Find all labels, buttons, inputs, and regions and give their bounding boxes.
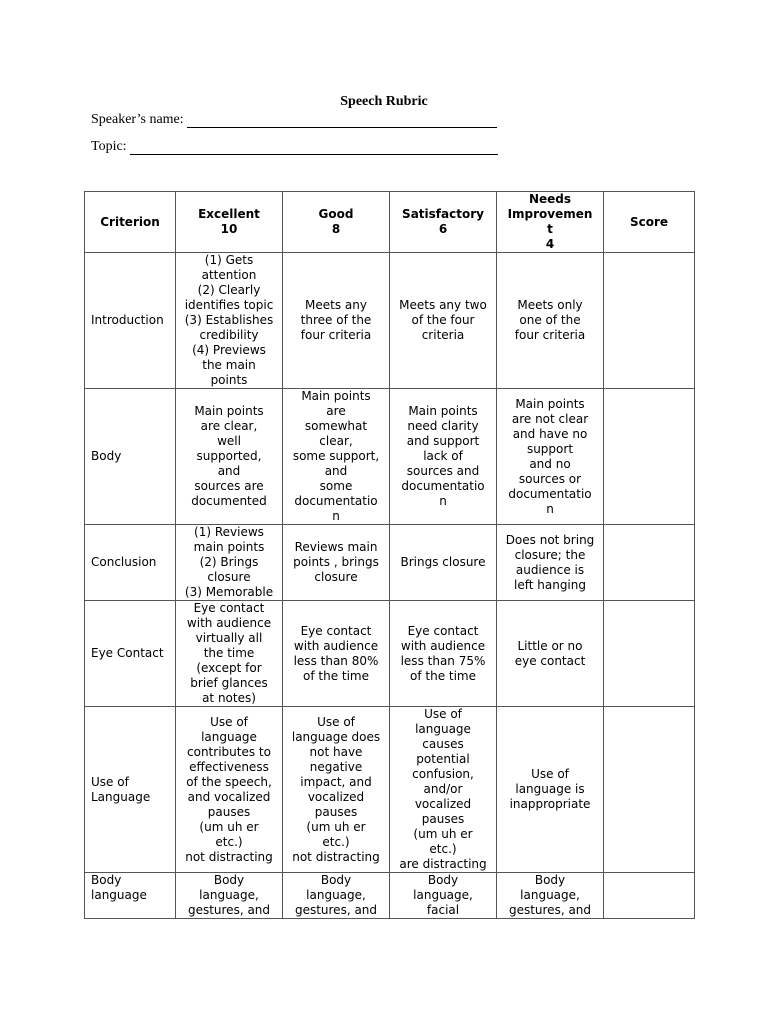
satisfactory-cell: Eye contact with audience less than 75% of the time bbox=[390, 601, 497, 707]
score-cell[interactable] bbox=[604, 525, 695, 601]
excellent-cell: Main points are clear, well supported, and sources are documented bbox=[176, 389, 283, 525]
needs-improvement-cell: Body language, gestures, and bbox=[497, 873, 604, 919]
speaker-name-label: Speaker’s name: bbox=[91, 112, 184, 127]
table-row bbox=[85, 525, 695, 601]
needs-improvement-cell: Meets only one of the four criteria bbox=[497, 253, 604, 389]
criterion-use-of-language: Use of Language bbox=[85, 707, 176, 873]
satisfactory-cell: Meets any two of the four criteria bbox=[390, 253, 497, 389]
topic-label: Topic: bbox=[91, 139, 127, 154]
needs-improvement-cell: Little or no eye contact bbox=[497, 601, 604, 707]
needs-improvement-cell: Does not bring closure; the audience is left hanging bbox=[497, 525, 604, 601]
table-row bbox=[85, 253, 695, 389]
criterion-body-language: Body language bbox=[85, 873, 176, 919]
good-cell: Main points are somewhat clear, some support, and some documentatio n bbox=[283, 389, 390, 525]
document-title: Speech Rubric bbox=[340, 94, 428, 109]
good-cell: Use of language does not have negative impact, and vocalized pauses (um uh er etc.) not distracting bbox=[283, 707, 390, 873]
score-cell[interactable] bbox=[604, 601, 695, 707]
table-row bbox=[85, 601, 695, 707]
excellent-cell: (1) Reviews main points (2) Brings closure (3) Memorable bbox=[176, 525, 283, 601]
table-row bbox=[85, 707, 695, 873]
criterion-conclusion: Conclusion bbox=[85, 525, 176, 601]
header-good: Good 8 bbox=[283, 192, 390, 253]
excellent-cell: Body language, gestures, and bbox=[176, 873, 283, 919]
speaker-name-field[interactable] bbox=[91, 112, 497, 128]
good-cell: Eye contact with audience less than 80% of the time bbox=[283, 601, 390, 707]
satisfactory-cell: Use of language causes potential confusion, and/or vocalized pauses (um uh er etc.) are distracting bbox=[390, 707, 497, 873]
good-cell: Body language, gestures, and bbox=[283, 873, 390, 919]
table-row bbox=[85, 873, 695, 919]
header-row bbox=[85, 192, 695, 253]
rubric-table bbox=[84, 191, 695, 919]
satisfactory-cell: Brings closure bbox=[390, 525, 497, 601]
good-cell: Reviews main points , brings closure bbox=[283, 525, 390, 601]
good-cell: Meets any three of the four criteria bbox=[283, 253, 390, 389]
criterion-body: Body bbox=[85, 389, 176, 525]
needs-improvement-cell: Main points are not clear and have no support and no sources or documentatio n bbox=[497, 389, 604, 525]
criterion-eye-contact: Eye Contact bbox=[85, 601, 176, 707]
score-cell[interactable] bbox=[604, 253, 695, 389]
header-criterion: Criterion bbox=[85, 192, 176, 253]
header-score: Score bbox=[604, 192, 695, 253]
satisfactory-cell: Body language, facial bbox=[390, 873, 497, 919]
topic-field[interactable] bbox=[91, 139, 498, 155]
header-excellent: Excellent 10 bbox=[176, 192, 283, 253]
score-cell[interactable] bbox=[604, 389, 695, 525]
speaker-name-blank[interactable] bbox=[187, 114, 497, 128]
satisfactory-cell: Main points need clarity and support lack of sources and documentatio n bbox=[390, 389, 497, 525]
score-cell[interactable] bbox=[604, 707, 695, 873]
excellent-cell: (1) Gets attention (2) Clearly identifies topic (3) Establishes credibility (4) Previews the main points bbox=[176, 253, 283, 389]
topic-blank[interactable] bbox=[130, 141, 498, 155]
needs-improvement-cell: Use of language is inappropriate bbox=[497, 707, 604, 873]
header-satisfactory: Satisfactory 6 bbox=[390, 192, 497, 253]
criterion-introduction: Introduction bbox=[85, 253, 176, 389]
header-needs-improvement: Needs Improvemen t 4 bbox=[497, 192, 604, 253]
table-row bbox=[85, 389, 695, 525]
score-cell[interactable] bbox=[604, 873, 695, 919]
excellent-cell: Use of language contributes to effectiveness of the speech, and vocalized pauses (um uh er etc.) not distracting bbox=[176, 707, 283, 873]
excellent-cell: Eye contact with audience virtually all the time (except for brief glances at notes) bbox=[176, 601, 283, 707]
